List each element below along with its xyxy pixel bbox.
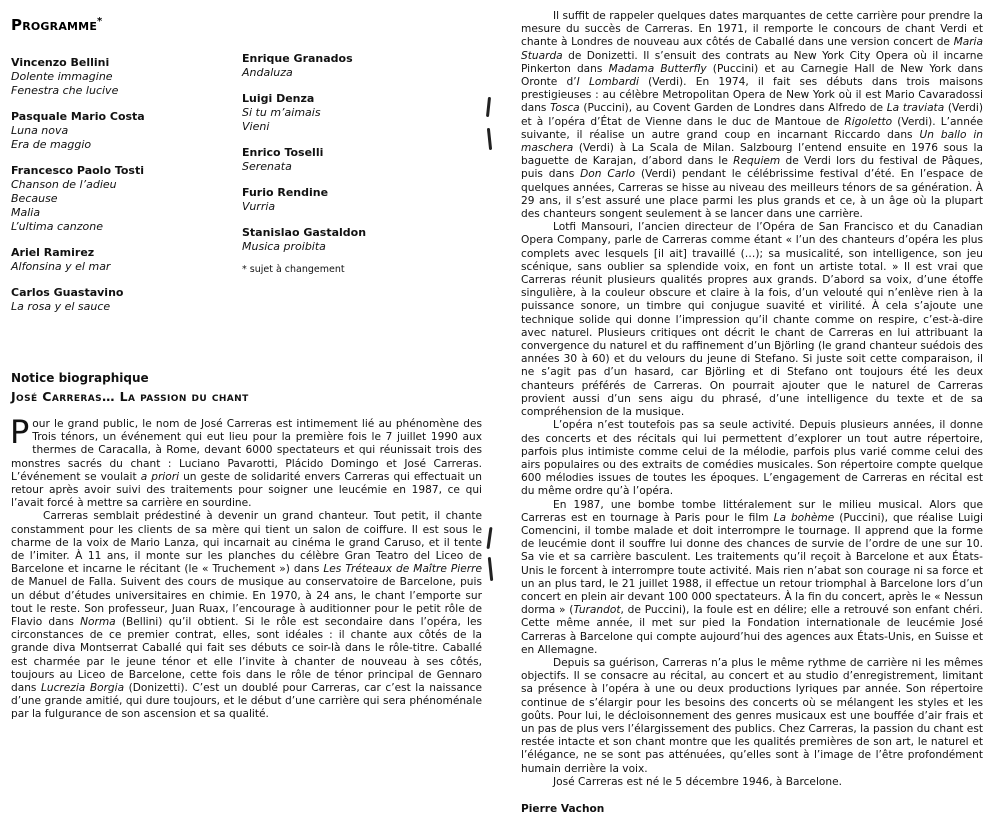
programme-asterisk: *	[97, 16, 103, 27]
work-title: Because	[11, 192, 58, 205]
bio-paragraph-text: our le grand public, le nom de José Carreras est intimement lié au phénomène des Trois ténors, un événement qui eut lieu pour la première fois le 7 juillet 1990 aux thermes de Caracalla, à Rome, devant 6000 spectateurs et qui réunissait trois des monstres sacrés du chant : Luciano Pavarotti, Plácido Domingo et José Carreras. L’événement se voulait a priori un geste de solidarité envers Carreras qui effectuait un retour après avoir suivi des traitements pour soigner une leucémie en 1987, ce qui l’avait forcé à mettre sa carrière en sourdine.	[11, 418, 482, 510]
programme-entry	[242, 52, 442, 80]
work-title: Musica proibita	[242, 240, 326, 253]
biography-right	[521, 10, 983, 816]
programme-entry	[242, 146, 442, 174]
bio-paragraph: L’opéra n’est toutefois pas sa seule activité. Depuis plusieurs années, il donne des concerts et des récitals qui lui permettent d’explorer un tout autre répertoire, parfois plus intimiste comme celui de la mélodie, parfois plus varié comme celui des airs populaires ou des extraits de comédies musicales. Son répertoire compte quelque 600 mélodies issues de toutes les époques. L’engagement de Carreras en récital est du même ordre qu’à l’opéra.	[521, 419, 983, 498]
programme-entry	[242, 186, 442, 214]
drop-cap: P	[10, 413, 30, 451]
composer-name: Enrico Toselli	[242, 146, 324, 159]
bio-paragraph: Depuis sa guérison, Carreras n’a plus le même rythme de carrière ni les mêmes objectifs. Il se consacre au récital, au concert et au studio d’enregistrement, limitant sa présence à l’opéra à une ou deux productions lyriques par année. Son répertoire continue de s’élargir pour les besoins des concerts où se mélangent les styles et les goûts. Pour lui, le décloisonnement des genres musicaux est une bouffée d’air frais et un pas de plus vers l’élargissement des publics. Chez Carreras, la passion du chant est restée intacte et son chant montre que les qualités premières de son art, le naturel et l’élégance, ne se sont pas atténuées, qu’elles sont à l’image de l’être profondément humain derrière la voix.	[521, 656, 983, 775]
programme-column-2	[242, 52, 442, 276]
programme-title	[11, 16, 102, 34]
programme-title-text: Programme	[11, 16, 98, 34]
work-title: Andaluza	[242, 66, 293, 79]
work-title: Dolente immagine	[11, 70, 113, 83]
composer-name: Ariel Ramirez	[11, 246, 95, 259]
notice-heading: Notice biographique	[11, 371, 149, 385]
bio-paragraph: Il suffit de rappeler quelques dates marquantes de cette carrière pour prendre la mesure du succès de Carreras. En 1971, il remporte le concours de chant Verdi et chante à Londres de nouveau aux côtés de Caballé dans une version concert de Maria Stuarda de Donizetti. Il s’ensuit des contrats au New York City Opera où il incarne Pinkerton dans Madama Butterfly (Puccini) et au Carnegie Hall de New York dans Oronte d’I Lombardi (Verdi). En 1974, il fait ses débuts dans trois maisons prestigieuses : au célèbre Metropolitan Opera de New York où il est Mario Cavaradossi dans Tosca (Puccini), au Covent Garden de Londres dans Alfredo de La traviata (Verdi) et à l’opéra d’État de Vienne dans le duc de Mantoue de Rigoletto (Verdi). L’année suivante, il réalise un autre grand coup en incarnant Riccardo dans Un ballo in maschera (Verdi) à La Scala de Milan. Salzbourg l’entend ensuite en 1976 sous la baguette de Karajan, d’abord dans le Requiem de Verdi lors du festival de Pâques, puis dans Don Carlo (Verdi) pendant le célébrissime festival d’été. En l’espace de quelques années, Carreras se hisse au niveau des meilleurs ténors de sa génération. À 29 ans, il s’est assuré une place parmi les plus grands et ce, à un âge où la plupart des chanteurs songent seulement à se lancer dans une carrière.	[521, 10, 984, 221]
work-title: Alfonsina y el mar	[11, 260, 111, 273]
composer-name: Vincenzo Bellini	[11, 56, 110, 69]
composer-name: Francesco Paolo Tosti	[11, 164, 145, 177]
work-title: Si tu m’aimais	[242, 106, 321, 119]
programme-entry	[242, 92, 442, 134]
work-title: Vurria	[242, 200, 276, 213]
binding-mark	[487, 128, 492, 150]
work-title: Malia	[11, 206, 41, 219]
programme-entry	[242, 226, 442, 254]
composer-name: Carlos Guastavino	[11, 286, 124, 299]
work-title: L’ultima canzone	[11, 220, 104, 233]
programme-entry	[11, 164, 211, 234]
author-signature: Pierre Vachon	[521, 802, 605, 815]
programme-note: * sujet à changement	[242, 264, 345, 275]
binding-mark	[488, 557, 493, 581]
composer-name: Luigi Denza	[242, 92, 315, 105]
programme-entry	[11, 246, 211, 274]
biography-left	[10, 413, 482, 722]
composer-name: Enrique Granados	[242, 52, 353, 65]
bio-paragraph	[10, 413, 482, 510]
work-title: Luna nova	[11, 124, 69, 137]
work-title: Fenestra che lucive	[11, 84, 119, 97]
work-title: Vieni	[242, 120, 270, 133]
bio-paragraph: Carreras semblait prédestiné à devenir un grand chanteur. Tout petit, il chante constamment pour les clients de sa mère qui tient un salon de coiffure. Il est sous le charme de la voix de Mario Lanza, qui incarnait au cinéma le grand Caruso, et il tente de l’imiter. À 11 ans, il monte sur les planches du célèbre Gran Teatro del Liceo de Barcelone et incarne le récitant (le « Truchement ») dans Les Tréteaux de Maître Pierre de Manuel de Falla. Suivent des cours de musique au conservatoire de Barcelone, puis un début d’études universitaires en chimie. En 1970, à 24 ans, le chant l’emporte sur tout le reste. Son professeur, Juan Ruax, l’encourage à auditionner pour le petit rôle de Flavio dans Norma (Bellini) qu’il obtient. Si le rôle est secondaire dans l’opéra, les circonstances de ce premier contrat, elles, sont idéales : il chante aux côtés de la grande diva Montserrat Caballé qui fait ses débuts ce soir-là dans le rôle-titre. Caballé est charmée par le jeune ténor et elle l’invite à chanter de nouveau à ses côtés, toujours au Liceo de Barcelone, cette fois dans le rôle de ténor principal de Gennaro dans Lucrezia Borgia (Donizetti). C’est un doublé pour Carreras, car c’est la naissance d’une grande amitié, qui dure toujours, et le début d’une carrière qui sera phénoménale par la fulgurance de son ascension et sa qualité.	[11, 510, 482, 721]
bio-paragraph: Lotfi Mansouri, l’ancien directeur de l’Opéra de San Francisco et du Canadian Opera Company, parle de Carreras comme étant « l’un des chanteurs d’opéra les plus complets avec lesquels [il ait] travaillé (…); sa musicalité, son intelligence, son jeu scénique, sans oublier sa splendide voix, en font un artiste total. » Il est vrai que Carreras réunit plusieurs qualités propres aux grands. D’abord sa voix, d’une étoffe singulière, à la couleur obscure et claire à la fois, d’un velouté qui n’enlève rien à la puissance sonore, un timbre qui conjugue suavité et virilité. À cela s’ajoute une technique solide qui donne l’impression qu’il chante comme on respire, c’est-à-dire avec naturel. Plusieurs critiques ont décrit le chant de Carreras en lui attribuant la convergence du naturel et du raffinement d’un Björling (le grand chanteur suédois des années 30 à 60) et du velours du jeune di Stefano. Si juste soit cette comparaison, il ne s’agit pas d’un hasard, car Björling et di Stefano ont toujours été les deux chanteurs préférés de Carreras. On pourrait ajouter que le naturel de Carreras provient aussi d’un sens aigu du phrasé, d’une intelligence du texte et de sa compréhension de la musique.	[521, 221, 983, 419]
programme-entry	[11, 286, 211, 314]
binding-mark	[486, 527, 492, 549]
binding-mark	[486, 97, 491, 117]
composer-name: Pasquale Mario Costa	[11, 110, 145, 123]
programme-entry	[11, 110, 211, 152]
notice-title: José Carreras… La passion du chant	[11, 389, 249, 404]
programme-column-1	[11, 56, 211, 326]
work-title: Era de maggio	[11, 138, 92, 151]
programme-entry	[11, 56, 211, 98]
work-title: Serenata	[242, 160, 292, 173]
composer-name: Furio Rendine	[242, 186, 329, 199]
work-title: La rosa y el sauce	[11, 300, 111, 313]
bio-paragraph: En 1987, une bombe tombe littéralement sur le milieu musical. Alors que Carreras est en tournage à Paris pour le film La bohème (Puccini), que réalise Luigi Comencini, il tombe malade et doit interrompre le tournage. Il apprend que la forme de leucémie dont il souffre lui donne des chances de survie de l’ordre de une sur 10. Sa vie et sa carrière basculent. Les traitements qu’il reçoit à Barcelone et aux États-Unis le forcent à interrompre toute activité. Mais rien n’abat son courage ni sa force et un an plus tard, le 21 juillet 1988, il effectue un retour triomphal à Barcelone lors d’un concert en plein air devant 100 000 spectateurs. À la fin du concert, après le « Nessun dorma » (Turandot, de Puccini), la foule est en délire; elle a retrouvé son enfant chéri. Cette même année, il met sur pied la Fondation internationale de leucémie José Carreras à Barcelone qui compte aujourd’hui des agences aux États-Unis, en Suisse et en Allemagne.	[521, 498, 983, 656]
composer-name: Stanislao Gastaldon	[242, 226, 367, 239]
work-title: Chanson de l’adieu	[11, 178, 117, 191]
bio-paragraph: José Carreras est né le 5 décembre 1946, à Barcelone.	[553, 775, 842, 788]
